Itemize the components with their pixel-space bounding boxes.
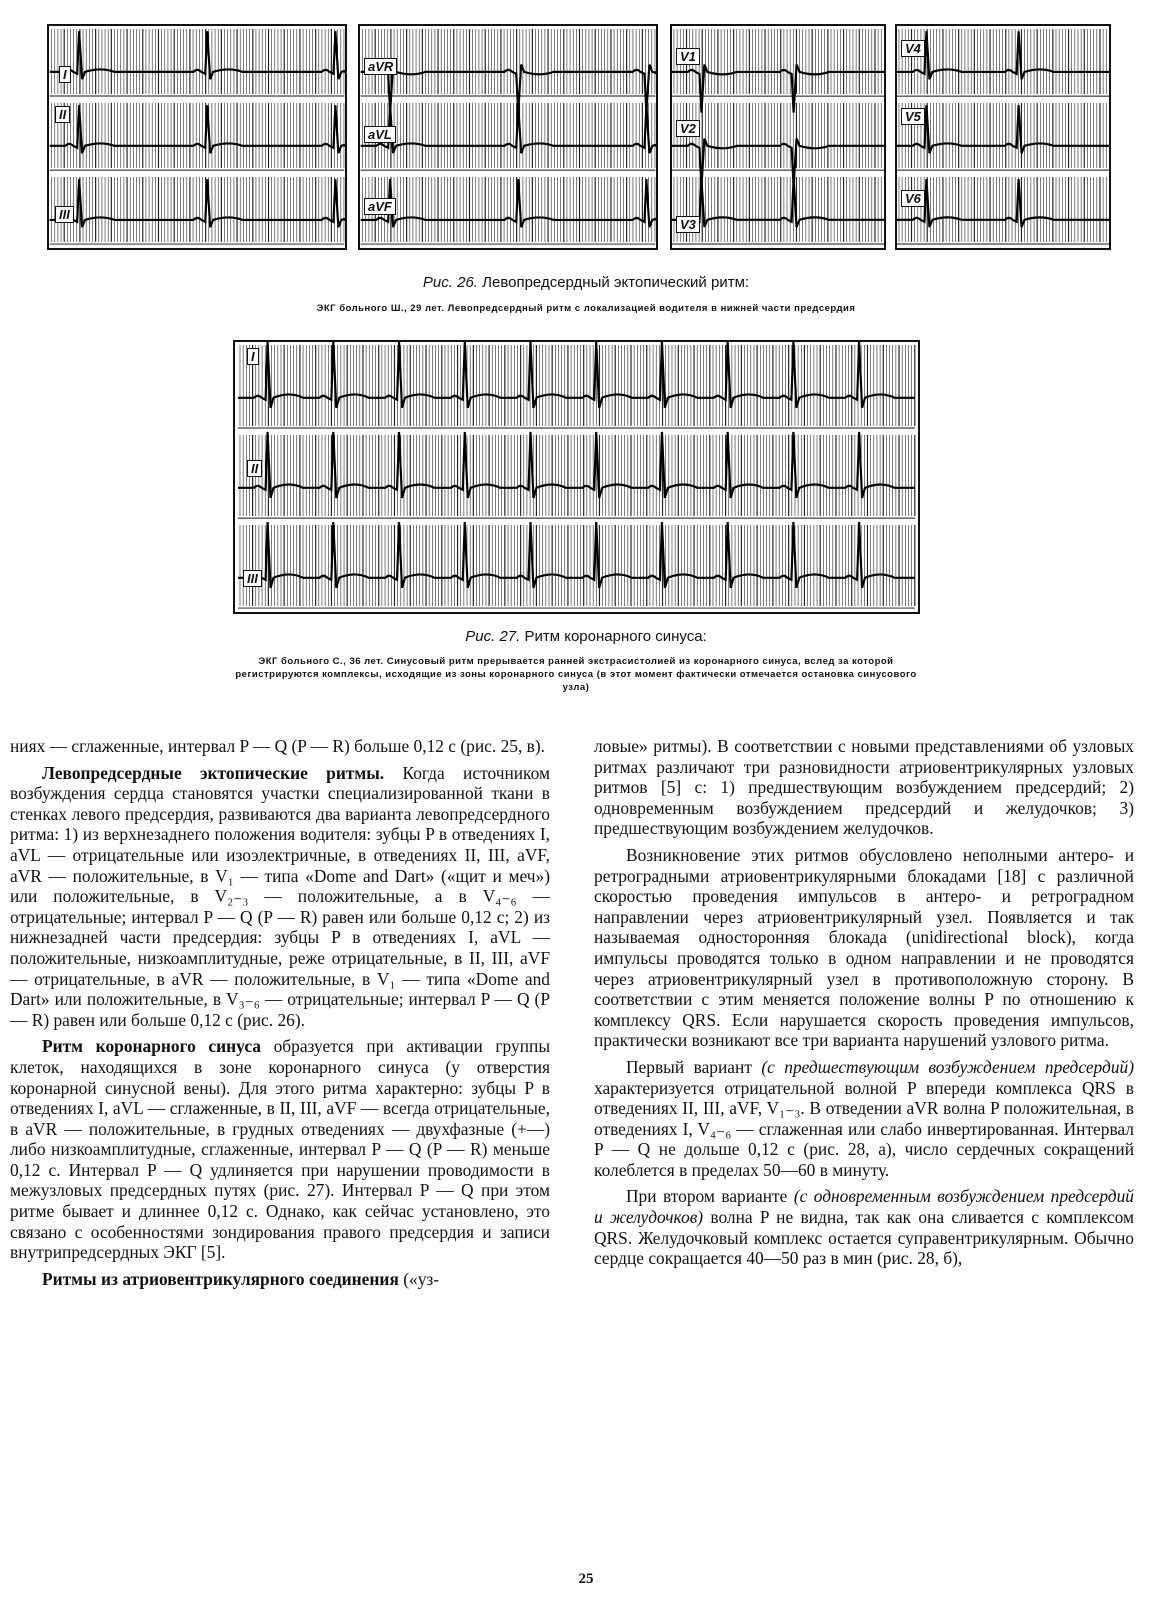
paragraph-text: («уз-	[398, 1268, 440, 1289]
paragraph	[10, 736, 550, 757]
lead-label: aVR	[364, 58, 397, 75]
page-number: 25	[578, 1571, 594, 1587]
lead-label: aVL	[364, 126, 396, 143]
emphasis: (с предшествующим возбуждением предсердий)	[761, 1056, 1134, 1077]
paragraph	[10, 1036, 550, 1263]
ecg-panel-limb-standard	[47, 24, 347, 250]
figure-26-label: Рис. 26.	[422, 274, 478, 291]
section-heading: Левопредсердные эктопические ритмы.	[42, 762, 385, 783]
paragraph-text: ловые» ритмы). В соответствии с новыми представлениями об узловых ритмах различают три разновидности атриовентрикулярных узловых ритмов [5] с: 1) предшествующим возбуждением предсердий; 2) одновременным возбуждением предсердий и желудочков; 3) предшествующим возбуждением желудочков.	[594, 736, 1134, 839]
figure-26-title-text: Левопредсердный эктопический ритм:	[482, 274, 750, 291]
lead-label: I	[59, 66, 71, 83]
lead-label: V6	[901, 190, 925, 207]
ecg-trace-svg	[49, 26, 345, 248]
lead-label: I	[247, 348, 259, 365]
paragraph	[594, 736, 1134, 839]
paragraph	[10, 763, 550, 1031]
emphasis: (с одновременным возбуждением предсердий и желудочков)	[594, 1186, 1134, 1228]
ecg-trace-svg	[897, 26, 1109, 248]
lead-label: V2	[676, 120, 700, 137]
figure-27-title	[0, 628, 1172, 645]
ecg-panel-limb-augmented	[358, 24, 658, 250]
lead-label: V3	[676, 216, 700, 233]
paragraph-text: образуется при активации группы клеток, находящихся в зоне коронарного синуса (у отверстия коронарной синусной вены). Для этого ритма характерно: зубцы P в отведениях I, aVL — сглаженные, в II, III, aVF — всегда отрицательные, в aVR — положительные, в грудных отведениях — двухфазные (+—) либо низкоамплитудные, сглаженные, интервал P — Q (P — R) меньше 0,12 с. Интервал P — Q удлиняется при нарушении проводимости в межузловых предсердных путях (рис. 27). Интервал P — Q при этом ритме бывает и длиннее 0,12 с. Однако, как сейчас установлено, это связано с особенностями зондирования правого предсердия и записи внутрипредсердных ЭКГ [5].	[10, 1036, 551, 1263]
figure-26-title	[0, 274, 1172, 291]
paragraph-text: При втором варианте	[626, 1186, 794, 1207]
lead-label: V1	[676, 48, 700, 65]
paragraph	[10, 1269, 550, 1290]
right-column	[594, 736, 1134, 1269]
left-column	[10, 736, 550, 1289]
lead-label: aVF	[364, 198, 396, 215]
paragraph	[594, 845, 1134, 1051]
paragraph-text: Первый вариант	[626, 1056, 762, 1077]
ecg-trace-svg	[235, 342, 918, 612]
lead-label: II	[55, 106, 70, 123]
paragraph-text: характеризуется отрицательной волной P впереди комплекса QRS в отведениях II, III, aVF, V₁₋₃. В отведении aVR волна P положительная, в отведениях I, V₄₋₆ — сглаженная или слабо инвертированная. Интервал P — Q не дольше 0,12 с (рис. 28, а), число сердечных сокращений колеблется в пределах 50—60 в минуту.	[594, 1077, 1134, 1180]
lead-label: III	[55, 206, 74, 223]
figure-27-label: Рис. 27.	[465, 628, 521, 645]
lead-label: II	[247, 460, 262, 477]
figure-27-title-text: Ритм коронарного синуса:	[524, 628, 707, 645]
figure-26-caption: ЭКГ больного Ш., 29 лет. Левопредсердный ритм с локализацией водителя в нижней части предсердия	[316, 303, 856, 314]
lead-label: V4	[901, 40, 925, 57]
paragraph	[594, 1057, 1134, 1181]
paragraph	[594, 1186, 1134, 1268]
lead-label: III	[243, 570, 262, 587]
section-heading: Ритм коронарного синуса	[42, 1036, 261, 1057]
ecg-panel-fig27	[233, 340, 920, 614]
ecg-panel-chest-v1-v3	[670, 24, 886, 250]
paragraph-text: Возникновение этих ритмов обусловлено неполными антеро- и ретроградными атриовентрикулярными блокадами [18] с различной скоростью проведения импульсов в антеро- и ретроградном направлении через атриовентрикулярный узел. Появляется и так называемая односторонняя блокада (unidirectional block), когда импульсы проводятся только в одном направлении и не проводятся через атриовентрикулярный узел в противоположную сторону. В соответствии с этим меняется положение волны P по отношению к комплексу QRS. Если нарушается скорость проведения импульсов, практически возникают все три варианта нарушений узлового ритма.	[594, 844, 1134, 1051]
section-heading: Ритмы из атриовентрикулярного соединения	[42, 1268, 399, 1289]
figure-27-caption: ЭКГ больного С., 36 лет. Синусовый ритм прерывается ранней экстрасистолией из коронарного синуса, вслед за которой регистрируются комплексы, исходящие из зоны коронарного синуса (в этот момент фактически отмечается остановка синусового узла)	[235, 656, 917, 693]
lead-label: V5	[901, 108, 925, 125]
ecg-trace-svg	[672, 26, 884, 248]
ecg-panel-chest-v4-v6	[895, 24, 1111, 250]
ecg-trace-svg	[360, 26, 656, 248]
paragraph-text: волна P не видна, так как она сливается с комплексом QRS. Желудочковый комплекс остается суправентрикулярным. Обычно сердце сокращается 40—50 раз в мин (рис. 28, б),	[594, 1207, 1134, 1269]
paragraph-text: ниях — сглаженные, интервал P — Q (P — R) больше 0,12 с (рис. 25, в).	[10, 736, 546, 756]
paragraph-text: Когда источником возбуждения сердца становятся участки специализированной ткани в стенках левого предсердия, развиваются два варианта левопредсердного ритма: 1) из верхнезаднего положения водителя: зубцы P в отведениях I, aVL — отрицательные или изоэлектричные, в отведениях II, III, aVF, aVR — положительные, в V₁ — типа «Dome and Dart» («щит и меч») или положительные, в V₂₋₃ — положительные, а в V₄₋₆ — отрицательные; интервал P — Q (P — R) равен или больше 0,12 с; 2) из нижнезадней части предсердия: зубцы P в отведениях I, aVL — положительные, низкоамплитудные, реже отрицательные, в II, III, aVF — отрицательные, в aVR — положительные, в V₁ — типа «Dome and Dart» или положительные, в V₃₋₆ — отрицательные; интервал P — Q (P — R) равен или больше 0,12 с (рис. 26).	[10, 762, 550, 1030]
